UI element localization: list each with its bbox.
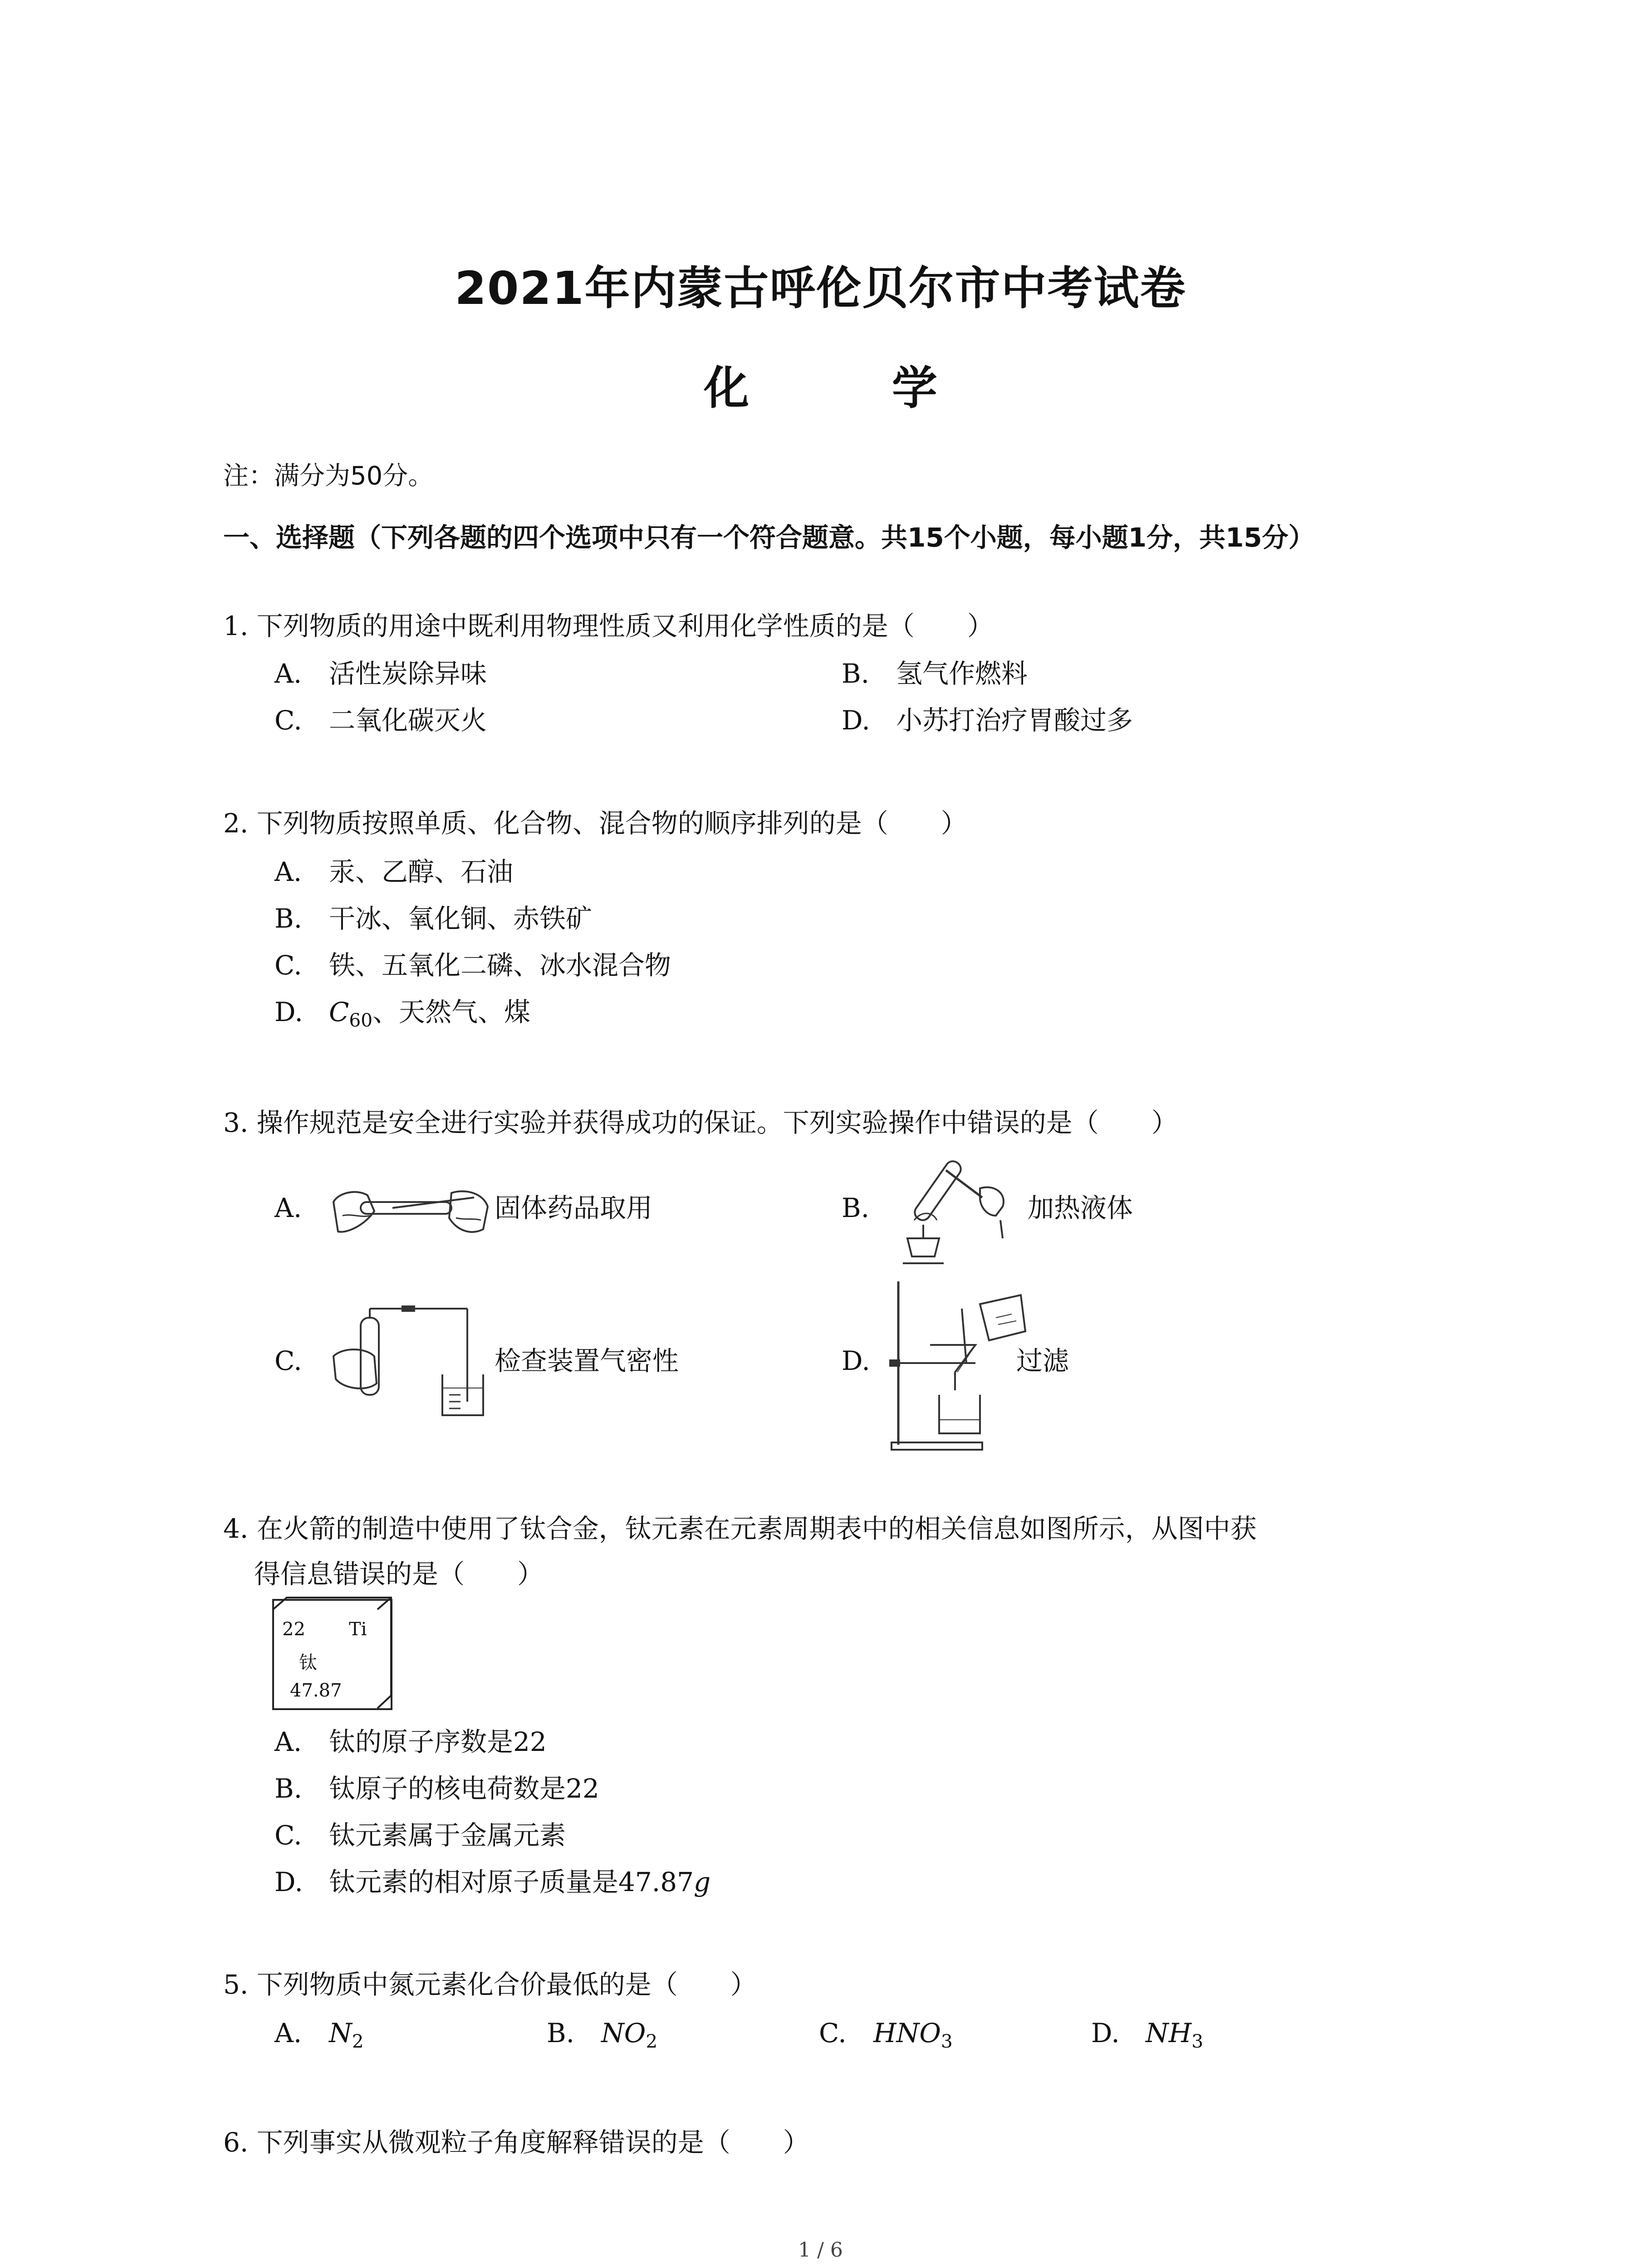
q4-option-c: C. 钛元素属于金属元素	[274, 1820, 566, 1851]
q5-option-a: A. $N_2$	[274, 2018, 364, 2053]
q3-option-b-text: 加热液体	[1028, 1193, 1133, 1223]
q1-option-d: D. 小苏打治疗胃酸过多	[842, 705, 1133, 736]
question-5-stem: 5. 下列物质中氮元素化合价最低的是（ ）	[223, 1969, 757, 2000]
atomic-number: 22	[282, 1619, 305, 1640]
question-1-stem: 1. 下列物质的用途中既利用物理性质又利用化学性质的是（ ）	[223, 611, 994, 641]
q2-option-a: A. 汞、乙醇、石油	[274, 856, 514, 887]
q2-option-d: D. $C_{60}$、天然气、煤	[274, 997, 531, 1031]
q5-option-b: B. $NO_2$	[547, 2018, 658, 2053]
section-heading: 一、选择题（下列各题的四个选项中只有一个符合题意。共15个小题，每小题1分，共15分）	[223, 522, 1315, 553]
q2-option-b: B. 干冰、氧化铜、赤铁矿	[274, 903, 593, 934]
airtightness-check-figure	[324, 1297, 488, 1424]
question-4-stem-line-2: 得信息错误的是（ ）	[254, 1559, 544, 1589]
q4-option-a: A. 钛的原子序数是22	[274, 1726, 547, 1757]
q1-option-b: B. 氢气作燃料	[842, 658, 1028, 689]
q3-option-b-label: B.	[842, 1193, 870, 1223]
q1-option-a: A. 活性炭除异味	[274, 658, 487, 689]
element-symbol: Ti	[349, 1619, 367, 1640]
q5-option-c: C. $HNO_3$	[819, 2018, 953, 2053]
question-2-stem: 2. 下列物质按照单质、化合物、混合物的顺序排列的是（ ）	[223, 808, 967, 839]
q3-option-c-label: C.	[274, 1345, 302, 1376]
q2-option-c: C. 铁、五氧化二磷、冰水混合物	[274, 950, 671, 981]
page-number: 1 / 6	[798, 2239, 843, 2262]
atomic-mass: 47.87	[290, 1680, 342, 1701]
element-name: 钛	[299, 1652, 317, 1673]
q5-option-d: D. $NH_3$	[1091, 2018, 1204, 2053]
periodic-table-cell-outline	[272, 1597, 395, 1710]
q3-option-a-text: 固体药品取用	[495, 1193, 653, 1223]
q3-option-c-text: 检查装置气密性	[495, 1345, 679, 1376]
q3-option-d-label: D.	[842, 1345, 870, 1376]
q4-option-d: D. 钛元素的相对原子质量是47.87g	[274, 1867, 711, 1897]
question-3-stem: 3. 操作规范是安全进行实验并获得成功的保证。下列实验操作中错误的是（ ）	[223, 1107, 1178, 1138]
score-note: 注：满分为50分。	[223, 461, 434, 491]
subject-title: 化 学	[704, 362, 1001, 415]
question-4-stem-line-1: 4. 在火箭的制造中使用了钛合金，钛元素在元素周期表中的相关信息如图所示，从图中获	[223, 1513, 1257, 1544]
q3-option-d-text: 过滤	[1016, 1345, 1069, 1376]
question-6-stem: 6. 下列事实从微观粒子角度解释错误的是（ ）	[223, 2127, 809, 2158]
exam-title: 2021年内蒙古呼伦贝尔市中考试卷	[455, 262, 1186, 315]
q4-option-b: B. 钛原子的核电荷数是22	[274, 1773, 599, 1804]
q1-option-c: C. 二氧化碳灭火	[274, 705, 487, 736]
q3-option-a-label: A.	[274, 1193, 302, 1223]
solid-reagent-figure	[324, 1175, 497, 1247]
heating-liquid-figure	[889, 1148, 1025, 1275]
